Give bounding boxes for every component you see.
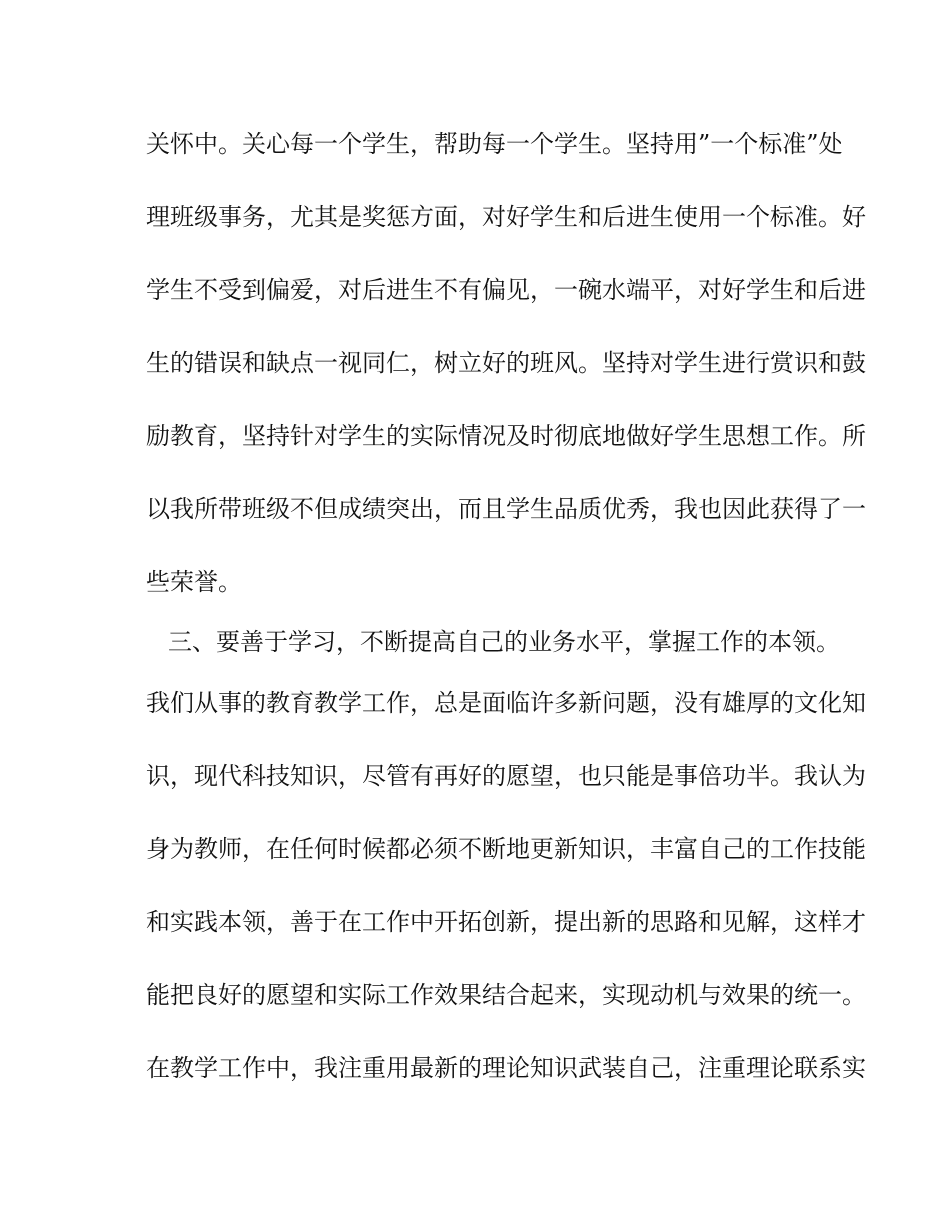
text-line: 能把良好的愿望和实际工作效果结合起来，实现动机与效果的统一。 [146, 981, 866, 1009]
text-line: 身为教师，在任何时候都必须不断地更新知识，丰富自己的工作技能 [146, 835, 866, 863]
section-heading: 三、要善于学习，不断提高自己的业务水平，掌握工作的本领。 [168, 628, 840, 656]
text-line: 理班级事务，尤其是奖惩方面，对好学生和后进生使用一个标准。好 [146, 203, 866, 231]
text-line: 在教学工作中，我注重用最新的理论知识武装自己，注重理论联系实 [146, 1054, 866, 1082]
text-line: 识，现代科技知识，尽管有再好的愿望，也只能是事倍功半。我认为 [146, 762, 866, 790]
text-line: 生的错误和缺点一视同仁，树立好的班风。坚持对学生进行赏识和鼓 [146, 349, 866, 377]
text-line: 关怀中。关心每一个学生，帮助每一个学生。坚持用”一个标准”处 [146, 130, 843, 158]
text-line: 些荣誉。 [146, 568, 242, 596]
text-line: 学生不受到偏爱，对后进生不有偏见，一碗水端平，对好学生和后进 [146, 276, 866, 304]
text-line: 和实践本领，善于在工作中开拓创新，提出新的思路和见解，这样才 [146, 908, 866, 936]
text-line: 以我所带班级不但成绩突出，而且学生品质优秀，我也因此获得了一 [146, 495, 866, 523]
text-line: 励教育，坚持针对学生的实际情况及时彻底地做好学生思想工作。所 [146, 422, 866, 450]
text-line: 我们从事的教育教学工作，总是面临许多新问题，没有雄厚的文化知 [146, 689, 866, 717]
